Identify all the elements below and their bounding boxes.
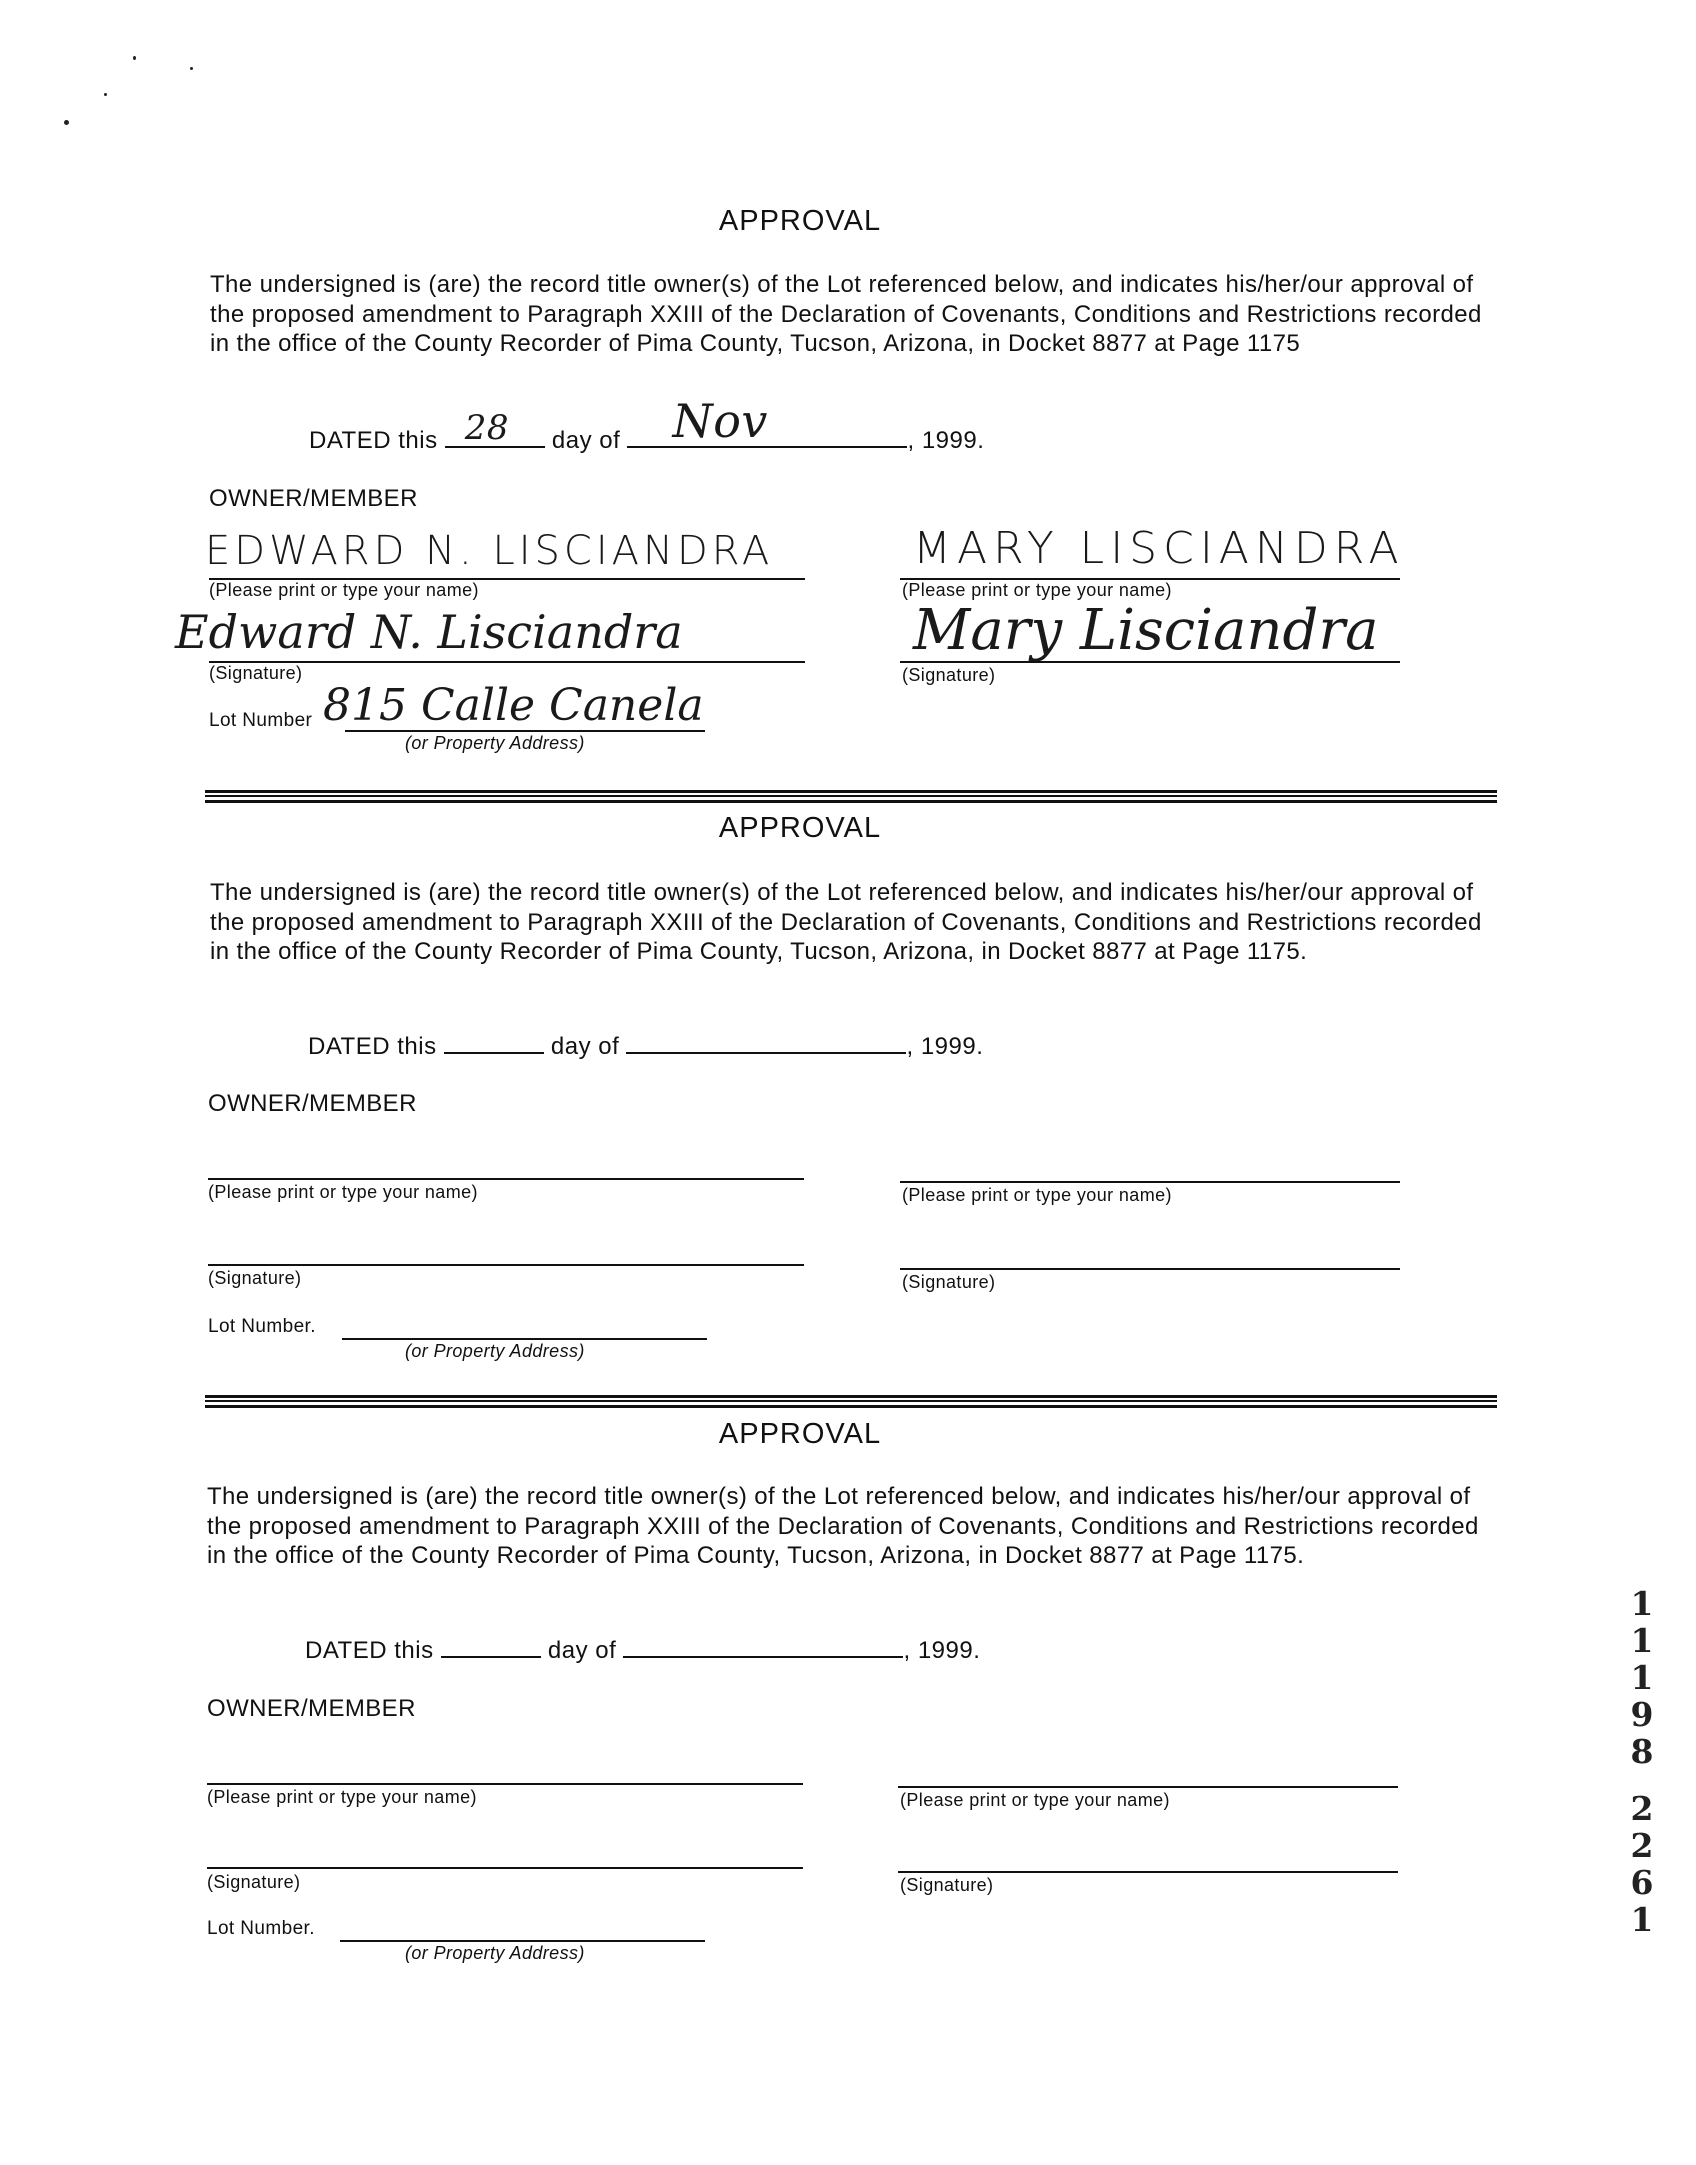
dated-suffix: , 1999. [907,427,985,454]
lot-number-caption: (or Property Address) [405,1341,585,1361]
dated-line [305,1634,980,1665]
owner1-name-line[interactable] [207,1783,803,1785]
owner2-name-caption: (Please print or type your name) [902,1185,1172,1205]
docket-digit: 1 [1630,1584,1654,1623]
lot-number-handwritten: 815 Calle Canela [323,680,704,731]
section-title: APPROVAL [718,205,882,237]
owner1-signature: Edward N. Lisciandra [175,605,683,659]
dated-suffix: , 1999. [903,1637,981,1664]
section-title: APPROVAL [718,812,882,844]
owner1-signature-caption: (Signature) [207,1872,301,1892]
owner-member-label: OWNER/MEMBER [209,485,418,512]
owner2-name-handwritten: MARY LISCIANDRA [913,523,1405,574]
docket-digit: 2 [1630,1789,1654,1828]
lot-number-line[interactable] [340,1940,705,1942]
owner1-name-caption: (Please print or type your name) [209,580,479,600]
owner2-signature-line[interactable] [898,1871,1398,1873]
owner1-name-caption: (Please print or type your name) [208,1182,478,1202]
docket-digit: 1 [1630,1621,1654,1660]
approval-section-3 [205,0,1505,1980]
lot-number-caption: (or Property Address) [405,1943,585,1963]
owner1-signature-caption: (Signature) [208,1268,302,1288]
owner2-signature-caption: (Signature) [900,1875,994,1895]
lot-number-caption: (or Property Address) [405,733,585,753]
owner-member-label: OWNER/MEMBER [208,1090,417,1117]
section-title: APPROVAL [718,1418,882,1450]
scan-speck [190,67,193,70]
day-handwritten: 28 [464,408,510,448]
scan-speck [64,120,69,125]
docket-digit: 2 [1630,1826,1654,1865]
month-handwritten: Nov [672,394,768,448]
owner1-signature-caption: (Signature) [209,663,303,683]
dated-middle: day of [550,1033,620,1060]
approval-paragraph: The undersigned is (are) the record title owner(s) of the Lot referenced below, and indicates his/her/our approval of the proposed amendment to Paragraph XXIII of the Declaration of Covenants, Conditions and Restrictions recorded in the office of the County Recorder of Pima County, Tucson, Arizona, in Docket 8877 at Page 1175 [210,271,1482,357]
docket-digit: 8 [1630,1732,1654,1771]
dated-suffix: , 1999. [906,1033,984,1060]
owner2-name-caption: (Please print or type your name) [900,1790,1170,1810]
docket-digit: 9 [1630,1695,1654,1734]
owner2-signature-caption: (Signature) [902,665,996,685]
dated-middle: day of [551,427,621,454]
approval-paragraph: The undersigned is (are) the record title owner(s) of the Lot referenced below, and indicates his/her/our approval of the proposed amendment to Paragraph XXIII of the Declaration of Covenants, Conditions and Restrictions recorded in the office of the County Recorder of Pima County, Tucson, Arizona, in Docket 8877 at Page 1175. [207,1483,1479,1569]
dated-middle: day of [547,1637,617,1664]
docket-digit: 1 [1630,1658,1654,1697]
scan-speck [133,56,136,60]
lot-number-label: Lot Number. [208,1316,316,1337]
docket-stamp [1620,1585,1664,1938]
owner2-signature: Mary Lisciandra [913,598,1379,663]
approval-paragraph: The undersigned is (are) the record title owner(s) of the Lot referenced below, and indicates his/her/our approval of the proposed amendment to Paragraph XXIII of the Declaration of Covenants, Conditions and Restrictions recorded in the office of the County Recorder of Pima County, Tucson, Arizona, in Docket 8877 at Page 1175. [210,879,1482,965]
scan-speck [104,93,107,96]
docket-digit: 1 [1630,1900,1654,1939]
dated-prefix: DATED this [305,1637,434,1664]
owner2-name-caption: (Please print or type your name) [902,580,1172,600]
owner1-name-caption: (Please print or type your name) [207,1787,477,1807]
docket-digit: 6 [1630,1863,1654,1902]
lot-number-label: Lot Number [209,710,313,731]
dated-prefix: DATED this [308,1033,437,1060]
dated-prefix: DATED this [309,427,438,454]
month-field[interactable] [623,1634,903,1658]
docket-gap [1620,1770,1664,1790]
day-field[interactable] [441,1634,541,1658]
owner2-name-line[interactable] [898,1786,1398,1788]
owner1-signature-line[interactable] [207,1867,803,1869]
lot-number-label: Lot Number. [207,1918,315,1939]
owner1-name-handwritten: EDWARD N. LISCIANDRA [205,528,774,574]
owner2-signature-caption: (Signature) [902,1272,996,1292]
owner-member-label: OWNER/MEMBER [207,1695,416,1722]
